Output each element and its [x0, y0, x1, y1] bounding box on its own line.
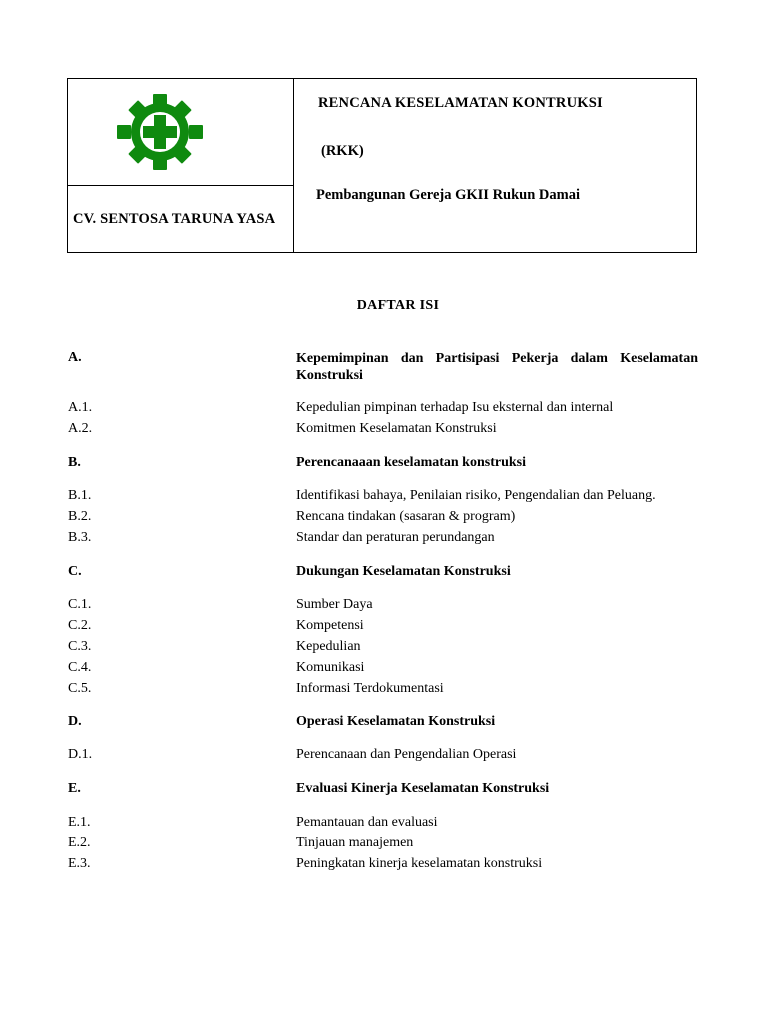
toc-code: B. [68, 455, 81, 470]
toc-text: Operasi Keselamatan Konstruksi [296, 714, 496, 729]
toc-text: Pemantauan dan evaluasi [296, 815, 438, 830]
toc-code: E.3. [68, 856, 91, 871]
toc-code: A. [68, 350, 82, 365]
toc-code: D. [68, 714, 82, 729]
toc-text: Komitmen Keselamatan Konstruksi [296, 421, 497, 436]
toc-code: B.1. [68, 488, 92, 503]
document-title: RENCANA KESELAMATAN KONTRUKSI [318, 95, 603, 111]
toc-text: Sumber Daya [296, 597, 373, 612]
toc-text: Informasi Terdokumentasi [296, 681, 444, 696]
toc-text: Identifikasi bahaya, Penilaian risiko, Pengendalian dan Peluang. [296, 488, 656, 503]
project-name: Pembangunan Gereja GKII Rukun Damai [316, 187, 580, 203]
document-abbreviation: (RKK) [321, 143, 364, 159]
toc-text: Evaluasi Kinerja Keselamatan Konstruksi [296, 781, 550, 796]
toc-code: C.5. [68, 681, 92, 696]
toc-code: C.2. [68, 618, 92, 633]
toc-text: Standar dan peraturan perundangan [296, 530, 495, 545]
toc-code: A.1. [68, 400, 93, 415]
toc-code: E.1. [68, 815, 91, 830]
toc-text: Rencana tindakan (sasaran & program) [296, 509, 516, 524]
company-name: CV. SENTOSA TARUNA YASA [73, 211, 276, 227]
safety-gear-logo-icon [113, 94, 207, 170]
toc-text: Peningkatan kinerja keselamatan konstruksi [296, 856, 543, 871]
toc-code: E.2. [68, 835, 91, 850]
toc-text: Kepedulian pimpinan terhadap Isu eksternal dan internal [296, 400, 614, 415]
toc-code: E. [68, 781, 81, 796]
toc-code: C.3. [68, 639, 92, 654]
company-cell [68, 186, 294, 252]
toc-text: Komunikasi [296, 660, 365, 675]
toc-code: D.1. [68, 747, 93, 762]
toc-title: DAFTAR ISI [356, 298, 440, 313]
toc-code: B.3. [68, 530, 92, 545]
toc-text: Tinjauan manajemen [296, 835, 414, 850]
toc-code: B.2. [68, 509, 92, 524]
toc-text: Perencanaan dan Pengendalian Operasi [296, 747, 517, 762]
toc-text: Perencanaaan keselamatan konstruksi [296, 455, 526, 470]
toc-text: Kepemimpinan dan Partisipasi Pekerja dalam Keselamatan Konstruksi [296, 351, 698, 383]
toc-code: C.4. [68, 660, 92, 675]
header-table [67, 78, 697, 253]
toc-text: Kompetensi [296, 618, 364, 633]
toc-text: Dukungan Keselamatan Konstruksi [296, 564, 511, 579]
toc-code: C. [68, 564, 82, 579]
toc-code: C.1. [68, 597, 92, 612]
toc-code: A.2. [68, 421, 93, 436]
logo-cell [68, 79, 294, 186]
toc-text: Kepedulian [296, 639, 361, 654]
